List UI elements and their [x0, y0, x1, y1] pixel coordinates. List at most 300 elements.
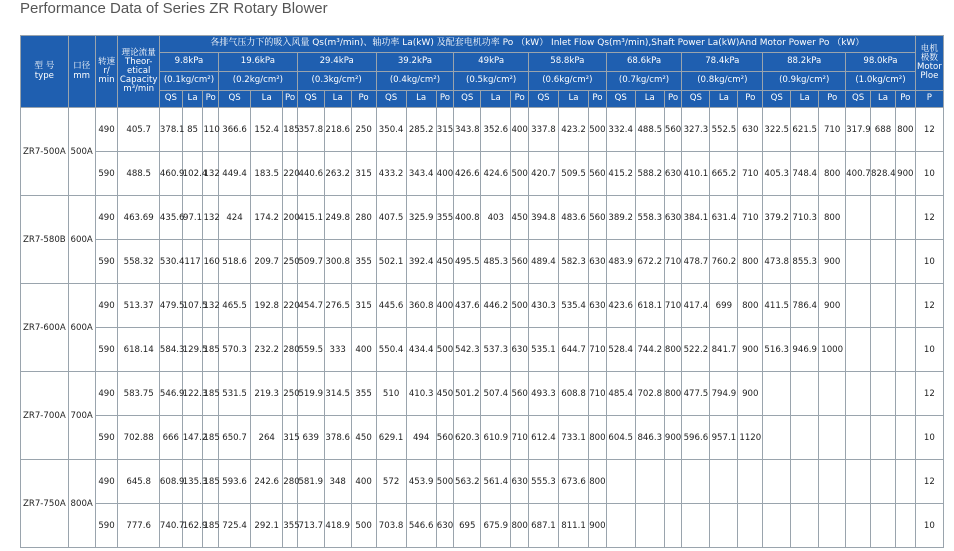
- value-cell-po: 800: [895, 108, 915, 152]
- value-cell-po: 220: [283, 152, 298, 196]
- value-cell-po: 800: [738, 240, 763, 284]
- value-cell-po: 400: [511, 108, 529, 152]
- header-pressure-kgcm2: (1.0kg/cm²): [846, 72, 916, 91]
- value-cell-po: 630: [436, 504, 454, 548]
- value-cell-qs: [763, 504, 791, 548]
- value-cell-po: [895, 416, 915, 460]
- value-cell-la: 621.5: [791, 108, 819, 152]
- value-cell-la: 242.6: [251, 460, 283, 504]
- value-cell-la: 292.1: [251, 504, 283, 548]
- value-cell-la: [791, 460, 819, 504]
- value-cell-qs: [846, 416, 871, 460]
- value-cell-qs: 559.5: [297, 328, 324, 372]
- capacity-cell: 488.5: [118, 152, 159, 196]
- value-cell-la: 710.3: [791, 196, 819, 240]
- value-cell-la: 314.5: [324, 372, 351, 416]
- value-cell-po: 315: [351, 284, 376, 328]
- value-cell-la: 946.9: [791, 328, 819, 372]
- capacity-cell: 463.69: [118, 196, 159, 240]
- page-title: Performance Data of Series ZR Rotary Blower: [20, 0, 328, 17]
- value-cell-po: 500: [436, 328, 454, 372]
- model-cell: ZR7-500A: [21, 108, 69, 196]
- header-sub-la: La: [559, 91, 589, 108]
- value-cell-la: 552.5: [710, 108, 738, 152]
- header-sub-qs: QS: [763, 91, 791, 108]
- value-cell-qs: 713.7: [297, 504, 324, 548]
- value-cell-la: 117: [182, 240, 203, 284]
- value-cell-po: [895, 284, 915, 328]
- value-cell-po: 400: [436, 152, 454, 196]
- value-cell-po: 710: [664, 240, 682, 284]
- speed-cell: 490: [95, 284, 118, 328]
- header-pressure-kpa: 58.8kPa: [528, 53, 606, 72]
- pole-cell: 12: [915, 372, 943, 416]
- value-cell-po: 900: [738, 372, 763, 416]
- value-cell-qs: 445.6: [376, 284, 406, 328]
- value-cell-po: 355: [436, 196, 454, 240]
- value-cell-qs: 322.5: [763, 108, 791, 152]
- value-cell-po: 500: [511, 152, 529, 196]
- value-cell-po: 800: [664, 328, 682, 372]
- header-sub-qs: QS: [159, 91, 182, 108]
- value-cell-qs: 389.2: [606, 196, 635, 240]
- header-pressure-kpa: 49kPa: [454, 53, 529, 72]
- header-sub-la: La: [635, 91, 664, 108]
- value-cell-la: 174.2: [251, 196, 283, 240]
- header-sub-qs: QS: [454, 91, 481, 108]
- value-cell-qs: 550.4: [376, 328, 406, 372]
- value-cell-po: 250: [283, 240, 298, 284]
- value-cell-po: 560: [664, 108, 682, 152]
- value-cell-la: 410.3: [406, 372, 436, 416]
- table-row: [21, 504, 944, 548]
- value-cell-qs: 433.2: [376, 152, 406, 196]
- header-main-title: 各排气压力下的吸入风量 Qs(m³/min)、轴功率 La(kW) 及配套电机功率 Po （kW） Inlet Flow Qs(m³/min),Shaft Power La(kW)And Motor Power Po （kW）: [159, 36, 915, 53]
- pole-cell: 12: [915, 196, 943, 240]
- value-cell-po: 315: [436, 108, 454, 152]
- value-cell-qs: 332.4: [606, 108, 635, 152]
- value-cell-qs: 725.4: [218, 504, 250, 548]
- value-cell-la: 672.2: [635, 240, 664, 284]
- header-pressure-kpa: 98.0kPa: [846, 53, 916, 72]
- header-sub-la: La: [182, 91, 203, 108]
- value-cell-po: [895, 460, 915, 504]
- value-cell-la: 85: [182, 108, 203, 152]
- value-cell-la: 558.3: [635, 196, 664, 240]
- value-cell-la: 418.9: [324, 504, 351, 548]
- value-cell-la: 423.2: [559, 108, 589, 152]
- header-sub-la: La: [710, 91, 738, 108]
- value-cell-la: 107.5: [182, 284, 203, 328]
- value-cell-la: 665.2: [710, 152, 738, 196]
- value-cell-la: 855.3: [791, 240, 819, 284]
- table-row: [21, 328, 944, 372]
- value-cell-po: 450: [436, 240, 454, 284]
- value-cell-la: 610.9: [481, 416, 511, 460]
- value-cell-qs: 317.9: [846, 108, 871, 152]
- value-cell-qs: 415.1: [297, 196, 324, 240]
- value-cell-po: 500: [589, 108, 607, 152]
- speed-cell: 590: [95, 504, 118, 548]
- speed-cell: 490: [95, 196, 118, 240]
- model-cell: ZR7-750A: [21, 460, 69, 548]
- value-cell-la: 218.6: [324, 108, 351, 152]
- value-cell-la: 733.1: [559, 416, 589, 460]
- value-cell-po: 710: [589, 328, 607, 372]
- value-cell-po: 630: [664, 152, 682, 196]
- value-cell-po: [738, 504, 763, 548]
- value-cell-la: 760.2: [710, 240, 738, 284]
- value-cell-qs: 366.6: [218, 108, 250, 152]
- value-cell-la: 183.5: [251, 152, 283, 196]
- value-cell-la: 162.9: [182, 504, 203, 548]
- header-sub-la: La: [251, 91, 283, 108]
- header-sub-po: Po: [203, 91, 219, 108]
- value-cell-po: 800: [664, 372, 682, 416]
- header-sub-qs: QS: [528, 91, 558, 108]
- value-cell-la: 673.6: [559, 460, 589, 504]
- header-sub-qs: QS: [846, 91, 871, 108]
- value-cell-qs: 379.2: [763, 196, 791, 240]
- table-row: [21, 240, 944, 284]
- value-cell-qs: [763, 460, 791, 504]
- header-sub-po: Po: [436, 91, 454, 108]
- capacity-cell: 777.6: [118, 504, 159, 548]
- value-cell-qs: 460.9: [159, 152, 182, 196]
- value-cell-po: 900: [819, 240, 846, 284]
- value-cell-la: [791, 416, 819, 460]
- diameter-cell: 700A: [68, 372, 95, 460]
- value-cell-qs: [846, 196, 871, 240]
- header-pressure-kpa: 39.2kPa: [376, 53, 454, 72]
- value-cell-la: 352.6: [481, 108, 511, 152]
- value-cell-la: [635, 504, 664, 548]
- value-cell-la: 535.4: [559, 284, 589, 328]
- value-cell-po: 710: [738, 196, 763, 240]
- value-cell-po: 132: [203, 196, 219, 240]
- value-cell-la: 122.3: [182, 372, 203, 416]
- value-cell-qs: 639: [297, 416, 324, 460]
- value-cell-qs: 519.9: [297, 372, 324, 416]
- value-cell-la: 453.9: [406, 460, 436, 504]
- value-cell-po: 560: [511, 372, 529, 416]
- header-model: 型 号 type: [21, 36, 69, 108]
- value-cell-po: 450: [351, 416, 376, 460]
- value-cell-po: [895, 196, 915, 240]
- value-cell-qs: 407.5: [376, 196, 406, 240]
- value-cell-po: 710: [589, 372, 607, 416]
- header-sub-po: Po: [895, 91, 915, 108]
- value-cell-la: 209.7: [251, 240, 283, 284]
- diameter-cell: 500A: [68, 108, 95, 196]
- value-cell-po: 560: [511, 240, 529, 284]
- value-cell-la: [871, 284, 896, 328]
- value-cell-qs: 424: [218, 196, 250, 240]
- value-cell-la: [871, 372, 896, 416]
- value-cell-la: 403: [481, 196, 511, 240]
- header-sub-la: La: [406, 91, 436, 108]
- value-cell-la: [871, 504, 896, 548]
- value-cell-po: [895, 328, 915, 372]
- value-cell-la: 811.1: [559, 504, 589, 548]
- pole-cell: 12: [915, 284, 943, 328]
- speed-cell: 490: [95, 108, 118, 152]
- value-cell-la: 488.5: [635, 108, 664, 152]
- value-cell-po: 450: [511, 196, 529, 240]
- value-cell-po: [895, 240, 915, 284]
- header-pressure-kpa: 29.4kPa: [297, 53, 376, 72]
- speed-cell: 590: [95, 240, 118, 284]
- header-pressure-kpa: 88.2kPa: [763, 53, 846, 72]
- value-cell-qs: 629.1: [376, 416, 406, 460]
- value-cell-qs: 495.5: [454, 240, 481, 284]
- value-cell-qs: [846, 284, 871, 328]
- value-cell-po: 185: [283, 108, 298, 152]
- value-cell-qs: [606, 460, 635, 504]
- value-cell-qs: 478.7: [682, 240, 710, 284]
- value-cell-la: 446.2: [481, 284, 511, 328]
- value-cell-po: 560: [589, 196, 607, 240]
- value-cell-la: 744.2: [635, 328, 664, 372]
- value-cell-qs: 430.3: [528, 284, 558, 328]
- value-cell-po: [819, 504, 846, 548]
- value-cell-po: 315: [351, 152, 376, 196]
- value-cell-la: [871, 196, 896, 240]
- value-cell-po: 560: [589, 152, 607, 196]
- value-cell-po: 710: [738, 152, 763, 196]
- value-cell-po: 280: [351, 196, 376, 240]
- value-cell-po: 500: [351, 504, 376, 548]
- value-cell-la: [871, 460, 896, 504]
- header-sub-po: Po: [738, 91, 763, 108]
- value-cell-la: 276.5: [324, 284, 351, 328]
- value-cell-la: [710, 460, 738, 504]
- pole-cell: 12: [915, 460, 943, 504]
- value-cell-po: 355: [283, 504, 298, 548]
- value-cell-qs: 400.8: [454, 196, 481, 240]
- value-cell-qs: [846, 460, 871, 504]
- value-cell-qs: 593.6: [218, 460, 250, 504]
- value-cell-la: 957.1: [710, 416, 738, 460]
- value-cell-po: 1120: [738, 416, 763, 460]
- speed-cell: 490: [95, 372, 118, 416]
- pole-cell: 10: [915, 328, 943, 372]
- header-sub-po: Po: [283, 91, 298, 108]
- header-sub-la: La: [791, 91, 819, 108]
- diameter-cell: 600A: [68, 196, 95, 284]
- value-cell-qs: 410.1: [682, 152, 710, 196]
- value-cell-po: 630: [511, 328, 529, 372]
- value-cell-po: [819, 372, 846, 416]
- diameter-cell: 600A: [68, 284, 95, 372]
- header-sub-qs: QS: [297, 91, 324, 108]
- value-cell-po: 500: [436, 460, 454, 504]
- header-sub-po: Po: [664, 91, 682, 108]
- header-pressure-kgcm2: (0.5kg/cm²): [454, 72, 529, 91]
- value-cell-po: 185: [203, 504, 219, 548]
- value-cell-qs: 650.7: [218, 416, 250, 460]
- value-cell-po: 132: [203, 152, 219, 196]
- value-cell-po: 800: [511, 504, 529, 548]
- value-cell-po: 185: [203, 416, 219, 460]
- header-capacity: 理论流量 Theor- etical Capacity m³/min: [118, 36, 159, 108]
- header-motor-sub: P: [915, 91, 943, 108]
- value-cell-qs: [682, 460, 710, 504]
- value-cell-qs: [763, 416, 791, 460]
- value-cell-po: [664, 460, 682, 504]
- value-cell-qs: [846, 328, 871, 372]
- value-cell-po: 560: [436, 416, 454, 460]
- value-cell-la: [791, 504, 819, 548]
- value-cell-qs: 501.2: [454, 372, 481, 416]
- value-cell-la: 392.4: [406, 240, 436, 284]
- speed-cell: 590: [95, 328, 118, 372]
- value-cell-qs: 509.7: [297, 240, 324, 284]
- capacity-cell: 645.8: [118, 460, 159, 504]
- header-pressure-kpa: 19.6kPa: [218, 53, 297, 72]
- value-cell-qs: 454.7: [297, 284, 324, 328]
- capacity-cell: 702.88: [118, 416, 159, 460]
- header-pressure-kpa: 78.4kPa: [682, 53, 763, 72]
- value-cell-qs: 405.3: [763, 152, 791, 196]
- value-cell-qs: 465.5: [218, 284, 250, 328]
- value-cell-qs: 687.1: [528, 504, 558, 548]
- performance-table: [20, 35, 944, 548]
- value-cell-la: 786.4: [791, 284, 819, 328]
- capacity-cell: 513.37: [118, 284, 159, 328]
- value-cell-qs: 666: [159, 416, 182, 460]
- header-diameter: 口径 mm: [68, 36, 95, 108]
- value-cell-la: 424.6: [481, 152, 511, 196]
- value-cell-po: 710: [511, 416, 529, 460]
- value-cell-la: 631.4: [710, 196, 738, 240]
- value-cell-qs: 394.8: [528, 196, 558, 240]
- value-cell-la: 348: [324, 460, 351, 504]
- header-sub-po: Po: [819, 91, 846, 108]
- value-cell-qs: 528.4: [606, 328, 635, 372]
- value-cell-po: 132: [203, 284, 219, 328]
- value-cell-la: 688: [871, 108, 896, 152]
- header-sub-po: Po: [511, 91, 529, 108]
- value-cell-la: 483.6: [559, 196, 589, 240]
- value-cell-po: 400: [351, 460, 376, 504]
- value-cell-la: 582.3: [559, 240, 589, 284]
- value-cell-qs: 522.2: [682, 328, 710, 372]
- header-pressure-kgcm2: (0.7kg/cm²): [606, 72, 682, 91]
- value-cell-po: 800: [819, 196, 846, 240]
- header-sub-la: La: [481, 91, 511, 108]
- value-cell-la: 846.3: [635, 416, 664, 460]
- value-cell-po: 900: [589, 504, 607, 548]
- diameter-cell: 800A: [68, 460, 95, 548]
- value-cell-qs: 440.6: [297, 152, 324, 196]
- value-cell-po: 110: [203, 108, 219, 152]
- speed-cell: 490: [95, 460, 118, 504]
- value-cell-la: 699: [710, 284, 738, 328]
- capacity-cell: 558.32: [118, 240, 159, 284]
- capacity-cell: 405.7: [118, 108, 159, 152]
- value-cell-qs: 350.4: [376, 108, 406, 152]
- value-cell-qs: 337.8: [528, 108, 558, 152]
- value-cell-qs: 535.1: [528, 328, 558, 372]
- value-cell-qs: 378.1: [159, 108, 182, 152]
- value-cell-qs: 518.6: [218, 240, 250, 284]
- value-cell-qs: 343.8: [454, 108, 481, 152]
- value-cell-la: 794.9: [710, 372, 738, 416]
- value-cell-qs: 516.3: [763, 328, 791, 372]
- value-cell-po: 280: [283, 460, 298, 504]
- value-cell-qs: 620.3: [454, 416, 481, 460]
- value-cell-qs: [846, 372, 871, 416]
- value-cell-la: [871, 328, 896, 372]
- value-cell-qs: 400.7: [846, 152, 871, 196]
- value-cell-qs: 420.7: [528, 152, 558, 196]
- value-cell-po: 630: [589, 284, 607, 328]
- value-cell-qs: 572: [376, 460, 406, 504]
- value-cell-po: 800: [589, 460, 607, 504]
- value-cell-la: [635, 460, 664, 504]
- header-sub-la: La: [324, 91, 351, 108]
- value-cell-po: 630: [589, 240, 607, 284]
- value-cell-po: 250: [351, 108, 376, 152]
- value-cell-qs: [763, 372, 791, 416]
- capacity-cell: 618.14: [118, 328, 159, 372]
- header-sub-qs: QS: [218, 91, 250, 108]
- value-cell-qs: 485.4: [606, 372, 635, 416]
- value-cell-po: [895, 504, 915, 548]
- pole-cell: 10: [915, 416, 943, 460]
- value-cell-qs: 489.4: [528, 240, 558, 284]
- value-cell-po: 900: [664, 416, 682, 460]
- value-cell-la: 343.4: [406, 152, 436, 196]
- value-cell-po: 160: [203, 240, 219, 284]
- value-cell-po: 355: [351, 240, 376, 284]
- value-cell-la: 494: [406, 416, 436, 460]
- value-cell-la: 485.3: [481, 240, 511, 284]
- value-cell-la: [710, 504, 738, 548]
- value-cell-po: 450: [436, 372, 454, 416]
- table-row: [21, 108, 944, 152]
- value-cell-qs: [846, 240, 871, 284]
- header-sub-qs: QS: [682, 91, 710, 108]
- header-pressure-kgcm2: (0.2kg/cm²): [218, 72, 297, 91]
- value-cell-qs: 417.4: [682, 284, 710, 328]
- value-cell-po: 185: [203, 372, 219, 416]
- value-cell-po: 800: [589, 416, 607, 460]
- value-cell-qs: 473.8: [763, 240, 791, 284]
- value-cell-la: 702.8: [635, 372, 664, 416]
- value-cell-qs: 411.5: [763, 284, 791, 328]
- value-cell-po: 710: [819, 108, 846, 152]
- value-cell-qs: 740.7: [159, 504, 182, 548]
- model-cell: ZR7-600A: [21, 284, 69, 372]
- value-cell-la: [791, 372, 819, 416]
- header-pressure-kgcm2: (0.6kg/cm²): [528, 72, 606, 91]
- value-cell-qs: 695: [454, 504, 481, 548]
- value-cell-qs: 608.9: [159, 460, 182, 504]
- value-cell-qs: 449.4: [218, 152, 250, 196]
- value-cell-la: 135.3: [182, 460, 203, 504]
- value-cell-qs: 531.5: [218, 372, 250, 416]
- value-cell-po: [664, 504, 682, 548]
- value-cell-la: 285.2: [406, 108, 436, 152]
- speed-cell: 590: [95, 416, 118, 460]
- value-cell-la: 263.2: [324, 152, 351, 196]
- value-cell-la: 561.4: [481, 460, 511, 504]
- header-pressure-kpa: 9.8kPa: [159, 53, 218, 72]
- value-cell-qs: 423.6: [606, 284, 635, 328]
- value-cell-po: 250: [283, 372, 298, 416]
